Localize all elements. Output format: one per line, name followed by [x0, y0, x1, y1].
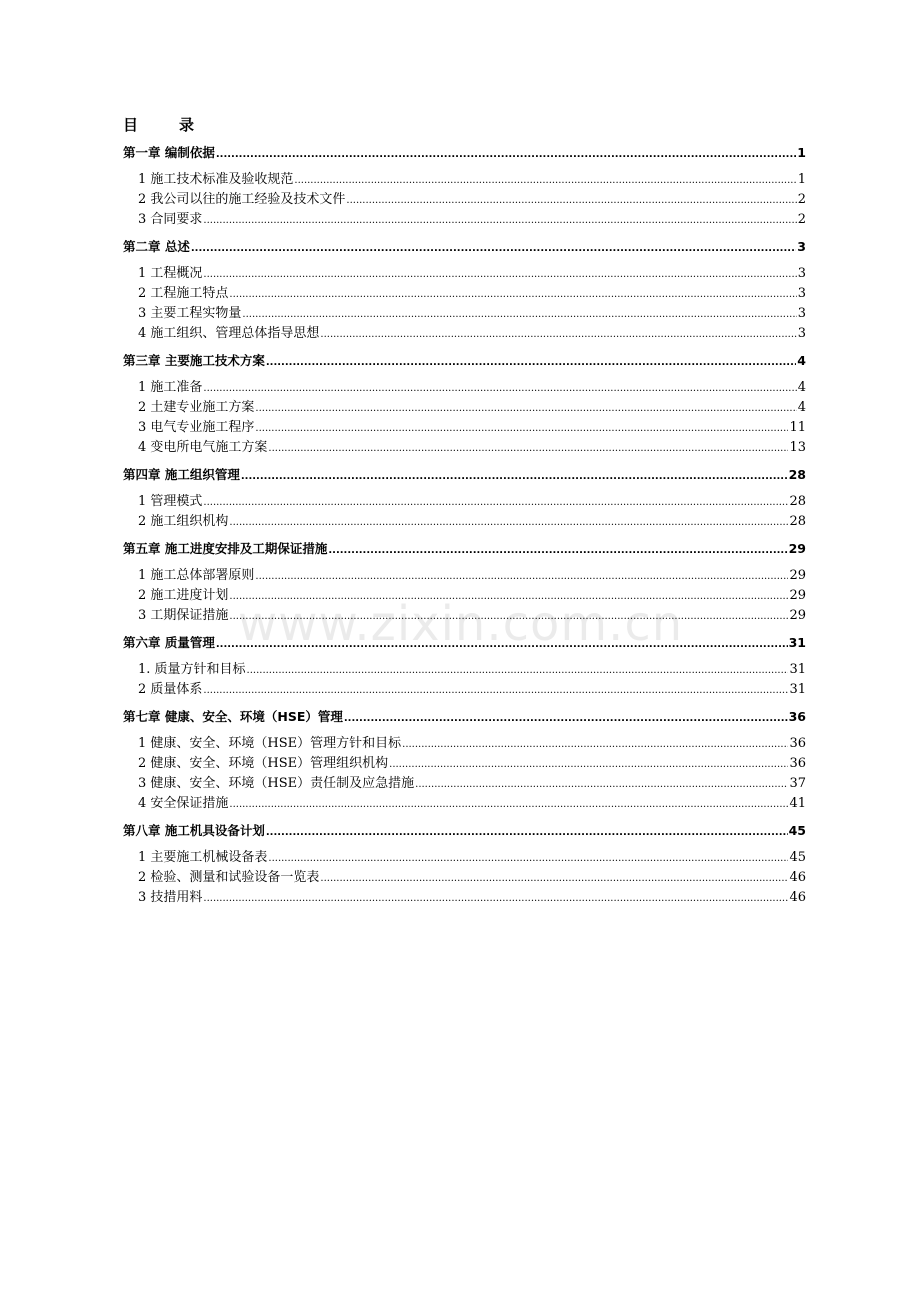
toc-section-label: 1. 质量方针和目标 [138, 662, 246, 677]
toc-leader-dots [247, 661, 789, 681]
toc-section-page: 3 [797, 286, 806, 301]
toc-chapter-entry[interactable] [123, 821, 806, 841]
toc-chapter-group [123, 465, 806, 532]
toc-title [123, 114, 806, 136]
toc-section-label: 3 健康、安全、环境（HSE）责任制及应急措施 [138, 776, 415, 791]
watermark: www.zixin.com.cn [238, 596, 684, 652]
toc-leader-dots [203, 889, 788, 909]
toc-leader-dots [203, 211, 796, 231]
toc-section-entry[interactable] [123, 734, 806, 754]
toc-section-entry[interactable] [123, 210, 806, 230]
toc-section-page: 36 [789, 756, 806, 771]
table-of-contents [123, 114, 806, 915]
toc-section-page: 37 [789, 776, 806, 791]
toc-section-page: 46 [789, 870, 806, 885]
toc-section-entry[interactable] [123, 754, 806, 774]
toc-leader-dots [328, 541, 787, 561]
toc-chapter-group [123, 351, 806, 458]
toc-section-label: 1 施工总体部署原则 [138, 568, 255, 583]
toc-chapter-page: 28 [788, 467, 806, 482]
toc-leader-dots [229, 513, 788, 533]
toc-section-page: 2 [797, 212, 806, 227]
toc-chapter-label: 第三章 主要施工技术方案 [123, 353, 265, 368]
toc-leader-dots [415, 775, 788, 795]
toc-leader-dots [294, 171, 796, 191]
toc-section-page: 29 [789, 608, 806, 623]
toc-leader-dots [241, 467, 788, 487]
toc-chapter-entry[interactable] [123, 539, 806, 559]
toc-chapter-group [123, 821, 806, 908]
toc-chapter-label: 第七章 健康、安全、环境（HSE）管理 [123, 709, 343, 724]
toc-section-entry[interactable] [123, 868, 806, 888]
toc-section-entry[interactable] [123, 680, 806, 700]
toc-section-label: 3 技措用料 [138, 890, 203, 905]
toc-leader-dots [216, 635, 788, 655]
toc-section-page: 41 [789, 796, 806, 811]
toc-leader-dots [255, 399, 796, 419]
toc-section-page: 13 [789, 440, 806, 455]
toc-section-label: 1 健康、安全、环境（HSE）管理方针和目标 [138, 736, 402, 751]
toc-section-label: 2 健康、安全、环境（HSE）管理组织机构 [138, 756, 389, 771]
toc-section-entry[interactable] [123, 660, 806, 680]
toc-chapter-group [123, 633, 806, 700]
toc-section-label: 3 电气专业施工程序 [138, 420, 255, 435]
toc-leader-dots [242, 305, 796, 325]
toc-chapter-label: 第二章 总述 [123, 239, 190, 254]
toc-chapter-page: 1 [797, 145, 806, 160]
toc-section-page: 31 [789, 682, 806, 697]
toc-section-entry[interactable] [123, 794, 806, 814]
toc-chapter-group [123, 707, 806, 814]
toc-section-label: 4 施工组织、管理总体指导思想 [138, 326, 320, 341]
toc-chapter-entry[interactable] [123, 143, 806, 163]
toc-chapter-page: 31 [788, 635, 806, 650]
toc-chapter-entry[interactable] [123, 351, 806, 371]
toc-section-page: 46 [789, 890, 806, 905]
toc-leader-dots [402, 735, 788, 755]
toc-leader-dots [203, 265, 796, 285]
toc-chapter-group [123, 539, 806, 626]
toc-section-label: 2 检验、测量和试验设备一览表 [138, 870, 320, 885]
toc-leader-dots [320, 869, 788, 889]
toc-section-page: 29 [789, 588, 806, 603]
toc-section-entry[interactable] [123, 888, 806, 908]
toc-chapter-page: 3 [797, 239, 806, 254]
toc-chapter-entry[interactable] [123, 465, 806, 485]
toc-chapter-entry[interactable] [123, 237, 806, 257]
toc-section-label: 3 主要工程实物量 [138, 306, 242, 321]
toc-section-entry[interactable] [123, 170, 806, 190]
toc-leader-dots [229, 285, 796, 305]
toc-leader-dots [229, 607, 788, 627]
toc-leader-dots [203, 493, 788, 513]
toc-section-entry[interactable] [123, 418, 806, 438]
toc-leader-dots [320, 325, 796, 345]
toc-section-page: 11 [789, 420, 806, 435]
toc-section-label: 4 变电所电气施工方案 [138, 440, 268, 455]
toc-chapter-page: 29 [788, 541, 806, 556]
toc-title-part2: 录 [179, 116, 195, 134]
toc-section-label: 2 土建专业施工方案 [138, 400, 255, 415]
toc-section-entry[interactable] [123, 606, 806, 626]
toc-section-entry[interactable] [123, 438, 806, 458]
toc-section-page: 3 [797, 306, 806, 321]
toc-chapter-page: 36 [788, 709, 806, 724]
toc-section-entry[interactable] [123, 848, 806, 868]
toc-section-label: 2 施工进度计划 [138, 588, 229, 603]
toc-section-page: 28 [789, 494, 806, 509]
toc-section-label: 4 安全保证措施 [138, 796, 229, 811]
toc-leader-dots [216, 145, 796, 165]
toc-leader-dots [266, 353, 796, 373]
toc-section-entry[interactable] [123, 492, 806, 512]
toc-section-page: 29 [789, 568, 806, 583]
toc-section-label: 2 质量体系 [138, 682, 203, 697]
toc-section-page: 1 [797, 172, 806, 187]
toc-section-entry[interactable] [123, 774, 806, 794]
toc-leader-dots [229, 795, 788, 815]
toc-section-page: 36 [789, 736, 806, 751]
toc-leader-dots [229, 587, 788, 607]
toc-chapter-label: 第四章 施工组织管理 [123, 467, 240, 482]
toc-leader-dots [346, 191, 796, 211]
toc-chapter-label: 第八章 施工机具设备计划 [123, 823, 265, 838]
toc-chapter-label: 第五章 施工进度安排及工期保证措施 [123, 541, 328, 556]
toc-leader-dots [389, 755, 788, 775]
toc-section-entry[interactable] [123, 190, 806, 210]
toc-section-entry[interactable] [123, 264, 806, 284]
toc-section-label: 2 我公司以往的施工经验及技术文件 [138, 192, 346, 207]
toc-section-page: 4 [797, 400, 806, 415]
toc-section-page: 3 [797, 326, 806, 341]
toc-section-label: 1 施工技术标准及验收规范 [138, 172, 294, 187]
toc-leader-dots [344, 709, 788, 729]
toc-section-label: 3 工期保证措施 [138, 608, 229, 623]
toc-section-entry[interactable] [123, 566, 806, 586]
toc-leader-dots [268, 849, 788, 869]
toc-chapter-group [123, 237, 806, 344]
toc-section-label: 1 施工准备 [138, 380, 203, 395]
toc-section-entry[interactable] [123, 324, 806, 344]
toc-section-label: 1 工程概况 [138, 266, 203, 281]
toc-leader-dots [191, 239, 796, 259]
toc-section-label: 1 管理模式 [138, 494, 203, 509]
toc-title-part1: 目 [123, 116, 139, 134]
toc-chapter-page: 45 [788, 823, 806, 838]
toc-section-entry[interactable] [123, 378, 806, 398]
toc-chapter-group [123, 143, 806, 230]
toc-leader-dots [203, 379, 796, 399]
toc-section-page: 3 [797, 266, 806, 281]
toc-section-label: 2 施工组织机构 [138, 514, 229, 529]
toc-chapter-page: 4 [797, 353, 806, 368]
toc-section-page: 31 [789, 662, 806, 677]
toc-chapter-label: 第六章 质量管理 [123, 635, 215, 650]
toc-leader-dots [255, 567, 788, 587]
toc-section-page: 2 [797, 192, 806, 207]
toc-chapter-label: 第一章 编制依据 [123, 145, 215, 160]
toc-section-entry[interactable] [123, 284, 806, 304]
toc-section-page: 45 [789, 850, 806, 865]
toc-leader-dots [255, 419, 788, 439]
toc-leader-dots [266, 823, 788, 843]
toc-section-page: 28 [789, 514, 806, 529]
toc-section-entry[interactable] [123, 304, 806, 324]
toc-section-label: 3 合同要求 [138, 212, 203, 227]
toc-body [123, 143, 806, 908]
toc-section-entry[interactable] [123, 586, 806, 606]
toc-section-entry[interactable] [123, 512, 806, 532]
toc-section-label: 1 主要施工机械设备表 [138, 850, 268, 865]
toc-section-page: 4 [797, 380, 806, 395]
toc-chapter-entry[interactable] [123, 633, 806, 653]
toc-chapter-entry[interactable] [123, 707, 806, 727]
toc-leader-dots [268, 439, 788, 459]
toc-leader-dots [203, 681, 788, 701]
toc-section-label: 2 工程施工特点 [138, 286, 229, 301]
toc-section-entry[interactable] [123, 398, 806, 418]
